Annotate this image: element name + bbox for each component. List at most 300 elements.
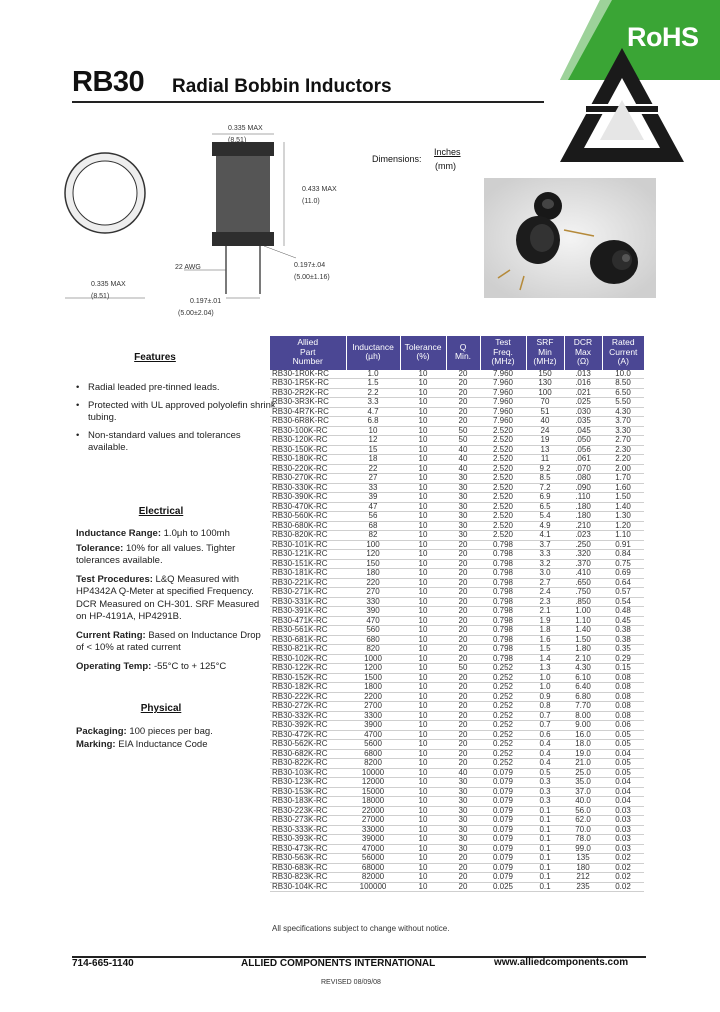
cell-q-min: 30 xyxy=(458,777,468,786)
cell-rated-current: 3.70 xyxy=(615,416,631,425)
cell-tolerance: 10 xyxy=(418,368,428,378)
cell-srf: 0.3 xyxy=(539,796,551,805)
table-row xyxy=(270,417,644,427)
cell-rated-current: 0.08 xyxy=(615,701,631,710)
cell-part-number: RB30-1R0K-RC xyxy=(272,368,329,378)
cell-inductance: 390 xyxy=(366,606,380,615)
cell-inductance: 39000 xyxy=(361,834,385,843)
cell-tolerance: 10 xyxy=(418,701,428,710)
cell-dcr: .370 xyxy=(575,558,591,568)
cell-dcr: 135 xyxy=(576,853,590,862)
cell-q-min: 20 xyxy=(458,710,468,720)
col-header-tolerance xyxy=(400,336,446,370)
footnote: All specifications subject to change without notice. xyxy=(272,924,450,933)
cell-inductance: 3.3 xyxy=(367,397,379,406)
cell-q-min: 20 xyxy=(458,682,468,691)
cell-inductance: 100 xyxy=(366,539,380,549)
cell-srf: 3.2 xyxy=(539,558,551,568)
cell-dcr: 35.0 xyxy=(575,777,591,786)
cell-dcr: 18.0 xyxy=(575,739,591,748)
cell-inductance: 470 xyxy=(366,615,380,625)
cell-srf: 0.4 xyxy=(539,758,551,767)
cell-inductance: 56 xyxy=(368,511,378,520)
cell-part-number: RB30-151K-RC xyxy=(272,558,328,568)
cell-tolerance: 10 xyxy=(418,758,428,767)
cell-srf: 0.1 xyxy=(539,862,551,872)
cell-dcr: 1.10 xyxy=(575,615,591,625)
cell-part-number: RB30-150K-RC xyxy=(272,444,328,454)
cell-q-min: 50 xyxy=(458,435,468,444)
cell-q-min: 20 xyxy=(458,653,468,663)
cell-q-min: 30 xyxy=(458,473,468,482)
cell-part-number: RB30-472K-RC xyxy=(272,729,328,739)
cell-test-freq: 2.520 xyxy=(492,435,514,444)
cell-srf: 8.5 xyxy=(539,473,551,482)
cell-tolerance: 10 xyxy=(418,520,428,530)
cell-q-min: 30 xyxy=(458,501,468,511)
cell-part-number: RB30-3R3K-RC xyxy=(272,397,329,406)
col-header-line: Current xyxy=(609,346,638,357)
cell-q-min: 20 xyxy=(458,644,468,653)
cell-rated-current: 0.03 xyxy=(615,843,631,853)
cell-inductance: 10000 xyxy=(361,767,385,777)
cell-inductance: 180 xyxy=(366,568,380,577)
dim-diam-mm: (8.51) xyxy=(91,293,110,300)
col-header-line: (MHz) xyxy=(491,356,515,366)
dim-pitch-mm: (5.00±2.04) xyxy=(178,310,214,317)
revision-date: REVISED 08/09/08 xyxy=(321,979,381,986)
cell-inductance: 22000 xyxy=(361,805,385,815)
cell-inductance: 82000 xyxy=(361,872,385,881)
table-row xyxy=(270,797,644,807)
cell-srf: 0.1 xyxy=(539,843,551,853)
cell-q-min: 20 xyxy=(458,397,468,406)
cell-q-min: 20 xyxy=(458,587,468,596)
cell-q-min: 30 xyxy=(458,805,468,815)
cell-test-freq: 0.798 xyxy=(492,644,514,653)
cell-rated-current: 2.30 xyxy=(615,444,631,454)
test-procedures: Test Procedures: L&Q Measured with HP4342A Q-Meter at specified Frequency. DCR Measured on CH-301. SRF Measured on HP-4191A, HP4291B. xyxy=(76,573,260,622)
dim-pitch-in: 0.197±.01 xyxy=(190,298,222,305)
cell-inductance: 56000 xyxy=(361,853,385,862)
cell-test-freq: 0.079 xyxy=(492,805,514,815)
cell-srf: 1.3 xyxy=(539,663,551,672)
table-row xyxy=(270,882,644,892)
cell-dcr: .023 xyxy=(575,530,591,539)
cell-tolerance: 10 xyxy=(418,539,428,549)
col-header-line: Min xyxy=(538,346,552,357)
cell-test-freq: 0.252 xyxy=(492,663,514,672)
cell-rated-current: 6.50 xyxy=(615,387,631,397)
cell-test-freq: 0.798 xyxy=(492,606,514,615)
cell-part-number: RB30-183K-RC xyxy=(272,796,328,805)
cell-tolerance: 10 xyxy=(418,843,428,853)
cell-dcr: 4.30 xyxy=(575,663,591,672)
cell-test-freq: 2.520 xyxy=(492,463,514,473)
cell-q-min: 20 xyxy=(458,387,468,397)
cell-dcr: .021 xyxy=(575,387,591,397)
cell-srf: 1.6 xyxy=(539,634,551,644)
cell-dcr: .090 xyxy=(575,482,591,492)
cell-test-freq: 2.520 xyxy=(492,520,514,530)
cell-part-number: RB30-120K-RC xyxy=(272,435,328,444)
cell-inductance: 2200 xyxy=(364,691,382,701)
cell-q-min: 20 xyxy=(458,406,468,416)
table-row xyxy=(270,398,644,408)
cell-q-min: 30 xyxy=(458,482,468,492)
cell-q-min: 20 xyxy=(458,368,468,378)
cell-rated-current: 0.08 xyxy=(615,691,631,701)
cell-test-freq: 2.520 xyxy=(492,511,514,520)
col-header-line: Freq. xyxy=(493,346,513,357)
col-header-test-freq xyxy=(480,336,526,370)
cell-q-min: 20 xyxy=(458,549,468,558)
cell-dcr: 2.10 xyxy=(575,653,591,663)
cell-rated-current: 10.0 xyxy=(615,368,631,378)
cell-test-freq: 0.798 xyxy=(492,549,514,558)
cell-rated-current: 4.30 xyxy=(615,406,631,416)
cell-part-number: RB30-330K-RC xyxy=(272,482,328,492)
cell-dcr: 25.0 xyxy=(575,767,591,777)
cell-rated-current: 1.50 xyxy=(615,492,631,501)
cell-test-freq: 0.252 xyxy=(492,739,514,748)
cell-tolerance: 10 xyxy=(418,387,428,397)
cell-inductance: 120 xyxy=(366,549,380,558)
feature-item: • Protected with UL approved polyolefin shrink tubing. xyxy=(76,399,276,423)
cell-tolerance: 10 xyxy=(418,492,428,501)
cell-srf: 11 xyxy=(540,454,550,463)
cell-part-number: RB30-560K-RC xyxy=(272,511,328,520)
cell-dcr: 6.10 xyxy=(575,672,591,682)
table-row xyxy=(270,607,644,617)
cell-dcr: .050 xyxy=(575,435,591,444)
table-row xyxy=(270,455,644,465)
col-header-line: Max xyxy=(574,346,592,357)
col-header-line: (%) xyxy=(416,351,430,362)
cell-inductance: 4700 xyxy=(364,729,382,739)
cell-inductance: 100000 xyxy=(359,881,387,891)
cell-tolerance: 10 xyxy=(418,596,428,606)
cell-inductance: 3300 xyxy=(364,710,382,720)
cell-test-freq: 0.252 xyxy=(492,691,514,701)
cell-srf: 2.3 xyxy=(539,596,551,606)
electrical-section xyxy=(76,528,271,673)
cell-inductance: 68000 xyxy=(361,862,385,872)
cell-tolerance: 10 xyxy=(418,435,428,444)
cell-q-min: 20 xyxy=(458,625,468,634)
cell-dcr: .056 xyxy=(575,444,591,454)
cell-tolerance: 10 xyxy=(418,530,428,539)
cell-rated-current: 0.05 xyxy=(615,758,631,767)
table-row xyxy=(270,873,644,883)
footer-company: ALLIED COMPONENTS INTERNATIONAL xyxy=(241,958,436,969)
cell-dcr: 1.40 xyxy=(575,625,591,634)
cell-inductance: 18000 xyxy=(361,796,385,805)
cell-tolerance: 10 xyxy=(418,549,428,558)
cell-part-number: RB30-332K-RC xyxy=(272,710,328,720)
col-header-line: Number xyxy=(292,356,323,366)
cell-part-number: RB30-823K-RC xyxy=(272,872,328,881)
table-row xyxy=(270,778,644,788)
cell-dcr: .210 xyxy=(575,520,591,530)
cell-q-min: 30 xyxy=(458,796,468,805)
cell-rated-current: 0.64 xyxy=(615,577,631,587)
cell-rated-current: 1.20 xyxy=(615,520,631,530)
dimensions-mm: (mm) xyxy=(435,161,456,171)
cell-test-freq: 0.252 xyxy=(492,748,514,758)
cell-tolerance: 10 xyxy=(418,644,428,653)
cell-test-freq: 0.798 xyxy=(492,587,514,596)
cell-inductance: 47 xyxy=(368,501,378,511)
cell-tolerance: 10 xyxy=(418,739,428,748)
cell-test-freq: 0.079 xyxy=(492,862,514,872)
cell-rated-current: 2.00 xyxy=(615,463,631,473)
col-header-srf xyxy=(526,336,564,370)
cell-tolerance: 10 xyxy=(418,853,428,862)
cell-test-freq: 0.025 xyxy=(492,881,514,891)
cell-dcr: 6.40 xyxy=(575,682,591,691)
title-rule xyxy=(72,101,544,103)
cell-inductance: 220 xyxy=(366,577,380,587)
cell-dcr: 7.70 xyxy=(575,701,591,710)
product-photo xyxy=(484,178,656,298)
cell-part-number: RB30-820K-RC xyxy=(272,530,328,539)
cell-part-number: RB30-470K-RC xyxy=(272,501,328,511)
cell-rated-current: 0.02 xyxy=(615,872,631,881)
cell-dcr: .750 xyxy=(575,587,591,596)
cell-inductance: 150 xyxy=(366,558,380,568)
cell-q-min: 20 xyxy=(458,615,468,625)
cell-srf: 1.5 xyxy=(539,644,551,653)
cell-q-min: 20 xyxy=(458,701,468,710)
cell-dcr: .180 xyxy=(575,501,591,511)
col-header-line: (A) xyxy=(617,356,629,366)
cell-rated-current: 0.54 xyxy=(615,596,631,606)
cell-srf: 4.1 xyxy=(539,530,551,539)
cell-part-number: RB30-390K-RC xyxy=(272,492,328,501)
cell-inductance: 15 xyxy=(368,444,378,454)
cell-q-min: 20 xyxy=(458,739,468,748)
cell-srf: 0.1 xyxy=(539,881,551,891)
col-header-dcr xyxy=(564,336,602,370)
cell-tolerance: 10 xyxy=(418,615,428,625)
table-row xyxy=(270,379,644,389)
cell-dcr: 180 xyxy=(576,862,590,872)
cell-tolerance: 10 xyxy=(418,653,428,663)
cell-q-min: 30 xyxy=(458,843,468,853)
cell-test-freq: 0.252 xyxy=(492,729,514,739)
cell-q-min: 20 xyxy=(458,872,468,881)
footer-website-link[interactable]: www.alliedcomponents.com xyxy=(494,957,629,968)
cell-q-min: 20 xyxy=(458,691,468,701)
cell-rated-current: 1.60 xyxy=(615,482,631,492)
cell-tolerance: 10 xyxy=(418,729,428,739)
col-header-line: Part xyxy=(299,346,316,357)
cell-srf: 3.3 xyxy=(539,549,551,558)
cell-tolerance: 10 xyxy=(418,824,428,834)
cell-tolerance: 10 xyxy=(418,767,428,777)
cell-inductance: 560 xyxy=(366,625,380,634)
cell-tolerance: 10 xyxy=(418,786,428,796)
cell-srf: 0.3 xyxy=(539,786,551,796)
cell-test-freq: 0.252 xyxy=(492,720,514,729)
cell-part-number: RB30-220K-RC xyxy=(272,463,328,473)
cell-dcr: 40.0 xyxy=(575,796,591,805)
product-description: Radial Bobbin Inductors xyxy=(172,76,392,97)
cell-dcr: 212 xyxy=(576,872,590,881)
cell-dcr: .061 xyxy=(575,454,591,463)
cell-dcr: 235 xyxy=(576,881,590,891)
col-header-rated-current xyxy=(602,336,644,370)
cell-srf: 0.5 xyxy=(539,767,551,777)
cell-srf: 0.4 xyxy=(539,748,551,758)
cell-q-min: 30 xyxy=(458,492,468,501)
table-row xyxy=(270,645,644,655)
cell-test-freq: 0.798 xyxy=(492,653,514,663)
cell-inductance: 33 xyxy=(368,482,378,492)
table-row xyxy=(270,512,644,522)
cell-part-number: RB30-221K-RC xyxy=(272,577,328,587)
cell-tolerance: 10 xyxy=(418,606,428,615)
cell-dcr: 16.0 xyxy=(575,729,591,739)
dim-lead-mm: (5.00±1.16) xyxy=(294,274,330,281)
electrical-title: Electrical xyxy=(138,506,184,517)
cell-rated-current: 1.30 xyxy=(615,511,631,520)
cell-srf: 0.7 xyxy=(539,710,551,720)
cell-test-freq: 7.960 xyxy=(492,368,514,378)
cell-test-freq: 2.520 xyxy=(492,454,514,463)
cell-srf: 0.8 xyxy=(539,701,551,710)
cell-part-number: RB30-561K-RC xyxy=(272,625,328,634)
col-header-line: Allied xyxy=(297,337,319,347)
col-header-part-number xyxy=(270,336,346,370)
cell-part-number: RB30-563K-RC xyxy=(272,853,328,862)
physical-title: Physical xyxy=(140,703,182,714)
cell-inductance: 2700 xyxy=(364,701,382,710)
cell-part-number: RB30-4R7K-RC xyxy=(272,406,329,416)
table-row xyxy=(270,493,644,503)
cell-tolerance: 10 xyxy=(418,558,428,568)
cell-inductance: 10 xyxy=(368,425,378,435)
cell-rated-current: 8.50 xyxy=(615,378,631,387)
table-row xyxy=(270,759,644,769)
table-row xyxy=(270,588,644,598)
cell-srf: 51 xyxy=(540,406,550,416)
cell-q-min: 30 xyxy=(458,530,468,539)
cell-srf: 150 xyxy=(538,368,552,378)
cell-inductance: 4.7 xyxy=(367,406,379,416)
col-header-line: Q xyxy=(459,341,467,352)
cell-srf: 13 xyxy=(540,444,550,454)
dim-awg: 22 AWG xyxy=(175,264,201,271)
col-header-line: DCR xyxy=(573,337,593,347)
cell-test-freq: 2.520 xyxy=(492,501,514,511)
cell-dcr: 1.80 xyxy=(575,644,591,653)
table-row xyxy=(270,569,644,579)
table-body xyxy=(270,370,644,892)
cell-part-number: RB30-104K-RC xyxy=(272,881,328,891)
table-row xyxy=(270,436,644,446)
cell-q-min: 20 xyxy=(458,672,468,682)
cell-tolerance: 10 xyxy=(418,463,428,473)
cell-part-number: RB30-180K-RC xyxy=(272,454,328,463)
cell-test-freq: 0.079 xyxy=(492,767,514,777)
cell-test-freq: 0.079 xyxy=(492,824,514,834)
cell-test-freq: 0.252 xyxy=(492,710,514,720)
cell-part-number: RB30-182K-RC xyxy=(272,682,328,691)
cell-rated-current: 0.75 xyxy=(615,558,631,568)
table-row xyxy=(270,702,644,712)
cell-inductance: 1800 xyxy=(364,682,382,691)
cell-test-freq: 0.252 xyxy=(492,682,514,691)
cell-rated-current: 0.08 xyxy=(615,710,631,720)
cell-test-freq: 7.960 xyxy=(492,387,514,397)
cell-tolerance: 10 xyxy=(418,862,428,872)
col-header-line: (µh) xyxy=(365,351,381,362)
cell-rated-current: 0.08 xyxy=(615,682,631,691)
current-rating: Current Rating: Based on Inductance Drop of < 10% at rated current xyxy=(76,629,261,653)
rohs-label: RoHS xyxy=(627,22,699,52)
cell-tolerance: 10 xyxy=(418,815,428,824)
cell-srf: 1.8 xyxy=(539,625,551,634)
dim-height-mm: (11.0) xyxy=(302,198,320,205)
cell-tolerance: 10 xyxy=(418,425,428,435)
cell-q-min: 30 xyxy=(458,520,468,530)
cell-rated-current: 0.04 xyxy=(615,786,631,796)
dim-lead-in: 0.197±.04 xyxy=(294,262,326,269)
cell-dcr: 21.0 xyxy=(575,758,591,767)
cell-part-number: RB30-391K-RC xyxy=(272,606,328,615)
cell-test-freq: 0.079 xyxy=(492,777,514,786)
cell-rated-current: 1.10 xyxy=(615,530,631,539)
cell-tolerance: 10 xyxy=(418,834,428,843)
cell-dcr: .016 xyxy=(575,378,591,387)
cell-srf: 9.2 xyxy=(539,463,551,473)
cell-inductance: 2.2 xyxy=(367,387,379,397)
cell-srf: 1.0 xyxy=(539,672,551,682)
cell-tolerance: 10 xyxy=(418,444,428,454)
cell-q-min: 20 xyxy=(458,720,468,729)
cell-part-number: RB30-181K-RC xyxy=(272,568,328,577)
cell-tolerance: 10 xyxy=(418,568,428,577)
cell-srf: 0.9 xyxy=(539,691,551,701)
cell-inductance: 68 xyxy=(368,520,378,530)
cell-part-number: RB30-392K-RC xyxy=(272,720,328,729)
dimensions-label: Dimensions: xyxy=(372,154,422,164)
cell-part-number: RB30-562K-RC xyxy=(272,739,328,748)
footer-phone: 714-665-1140 xyxy=(72,958,134,969)
cell-dcr: .030 xyxy=(575,406,591,416)
cell-srf: 2.7 xyxy=(539,577,551,587)
cell-test-freq: 0.252 xyxy=(492,758,514,767)
cell-rated-current: 0.03 xyxy=(615,834,631,843)
cell-rated-current: 0.05 xyxy=(615,767,631,777)
table-row xyxy=(270,531,644,541)
cell-test-freq: 0.079 xyxy=(492,815,514,824)
cell-dcr: 6.80 xyxy=(575,691,591,701)
cell-part-number: RB30-152K-RC xyxy=(272,672,328,682)
cell-srf: 0.1 xyxy=(539,853,551,862)
feature-item: • Radial leaded pre-tinned leads. xyxy=(76,382,220,393)
cell-part-number: RB30-683K-RC xyxy=(272,862,328,872)
cell-inductance: 18 xyxy=(368,454,378,463)
cell-srf: 3.7 xyxy=(539,539,551,549)
cell-dcr: .850 xyxy=(575,596,591,606)
cell-part-number: RB30-682K-RC xyxy=(272,748,328,758)
col-header-line: (MHz) xyxy=(533,356,557,366)
cell-part-number: RB30-102K-RC xyxy=(272,653,328,663)
cell-srf: 7.2 xyxy=(539,482,551,492)
